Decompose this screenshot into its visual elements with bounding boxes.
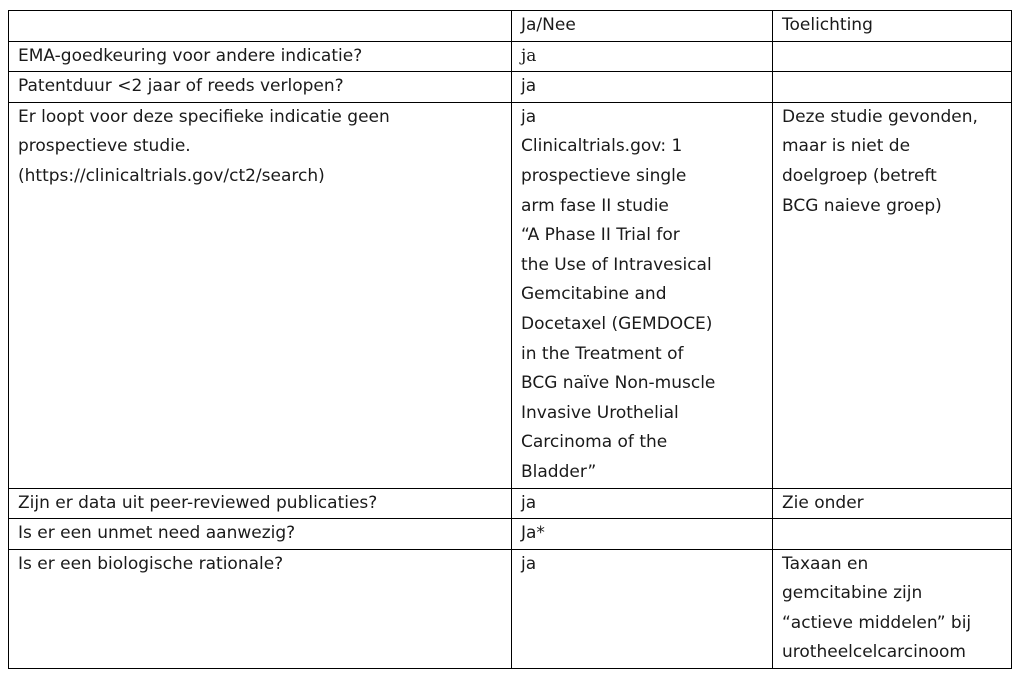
question-cell	[9, 549, 512, 668]
question-line: (https://clinicaltrials.gov/ct2/search)	[18, 165, 325, 186]
explanation-cell	[773, 549, 1012, 668]
explanation-cell	[773, 488, 1012, 519]
explanation-cell	[773, 102, 1012, 488]
answer-cell	[512, 102, 773, 488]
explanation-line: Taxaan en	[782, 553, 869, 574]
answer-cell	[512, 519, 773, 550]
answer-cell	[512, 72, 773, 103]
answer-line: prospectieve single	[521, 165, 687, 186]
explanation-line: “actieve middelen” bij	[782, 612, 972, 633]
question-line: Is er een unmet need aanwezig?	[18, 523, 296, 544]
table-row	[9, 102, 1012, 488]
header-cell-criterion	[9, 11, 512, 42]
question-line: EMA-goedkeuring voor andere indicatie?	[18, 45, 363, 66]
table-row	[9, 72, 1012, 103]
table-row	[9, 488, 1012, 519]
table-row	[9, 519, 1012, 550]
explanation-cell	[773, 519, 1012, 550]
answer-line: Invasive Urothelial	[521, 402, 679, 423]
explanation-line: gemcitabine zijn	[782, 583, 923, 604]
answer-line: Clinicaltrials.gov: 1	[521, 136, 683, 157]
explanation-line: BCG naieve groep)	[782, 195, 942, 216]
answer-cell	[512, 488, 773, 519]
answer-line: ja	[521, 492, 537, 513]
answer-line: BCG naïve Non-muscle	[521, 373, 716, 394]
explanation-cell	[773, 41, 1012, 72]
question-line: Zijn er data uit peer-reviewed publicaties?	[18, 492, 378, 513]
answer-line: “A Phase II Trial for	[521, 225, 680, 246]
answer-line: in the Treatment of	[521, 343, 684, 364]
table-row	[9, 41, 1012, 72]
answer-line: ja	[521, 106, 537, 127]
header-row	[9, 11, 1012, 42]
header-cell-ja-nee: Ja/Nee	[512, 11, 773, 42]
answer-line: the Use of Intravesical	[521, 254, 712, 275]
header-cell-toelichting: Toelichting	[773, 11, 1012, 42]
answer-line: Bladder”	[521, 461, 597, 482]
question-line: Is er een biologische rationale?	[18, 553, 284, 574]
table-row	[9, 549, 1012, 668]
question-cell	[9, 72, 512, 103]
question-cell	[9, 102, 512, 488]
explanation-line: Deze studie gevonden,	[782, 106, 978, 127]
answer-line: ja	[521, 45, 537, 66]
answer-line: arm fase II studie	[521, 195, 669, 216]
answer-cell	[512, 41, 773, 72]
question-cell	[9, 41, 512, 72]
answer-line: Carcinoma of the	[521, 432, 668, 453]
question-line: Patentduur <2 jaar of reeds verlopen?	[18, 76, 344, 97]
criteria-table	[8, 10, 1012, 669]
question-line: prospectieve studie.	[18, 136, 191, 157]
question-cell	[9, 488, 512, 519]
explanation-line: maar is niet de	[782, 136, 911, 157]
answer-line: Ja*	[521, 523, 545, 544]
explanation-cell	[773, 72, 1012, 103]
answer-line: ja	[521, 553, 537, 574]
explanation-line: urotheelcelcarcinoom	[782, 642, 966, 663]
explanation-line: Zie onder	[782, 492, 864, 513]
answer-line: Gemcitabine and	[521, 284, 667, 305]
answer-cell	[512, 549, 773, 668]
answer-line: ja	[521, 76, 537, 97]
explanation-line: doelgroep (betreft	[782, 165, 937, 186]
question-line: Er loopt voor deze specifieke indicatie geen	[18, 106, 390, 127]
question-cell	[9, 519, 512, 550]
answer-line: Docetaxel (GEMDOCE)	[521, 313, 713, 334]
